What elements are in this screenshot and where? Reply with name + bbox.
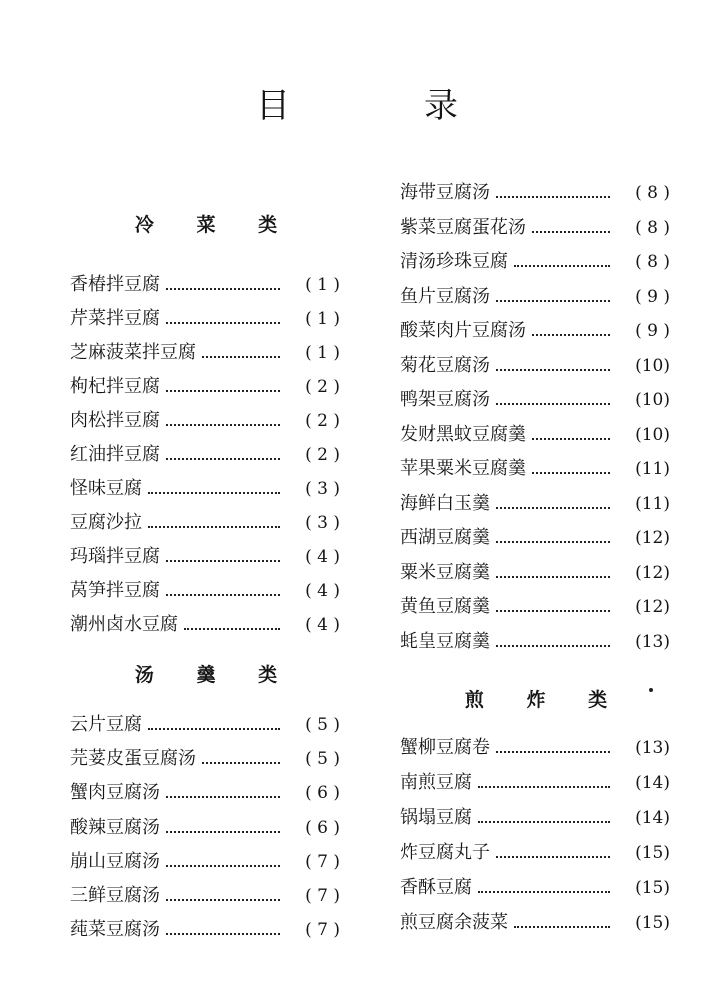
toc-entry-page: ( 2 ) bbox=[305, 377, 340, 397]
toc-entry-page: (15) bbox=[635, 843, 670, 863]
dot-leader bbox=[496, 298, 610, 302]
toc-entry-page: ( 7 ) bbox=[305, 851, 340, 872]
toc-entry-title: 三鲜豆腐汤 bbox=[70, 885, 160, 906]
toc-entry-title: 潮州卤水豆腐 bbox=[70, 614, 178, 635]
dot-leader bbox=[478, 819, 610, 823]
toc-entry-title: 菊花豆腐汤 bbox=[400, 354, 490, 376]
toc-entry-page: ( 3 ) bbox=[305, 513, 340, 533]
toc-entry-title: 芝麻菠菜拌豆腐 bbox=[70, 342, 196, 363]
toc-entry bbox=[70, 610, 340, 640]
toc-entry-page: (10) bbox=[635, 355, 670, 376]
toc-entry-title: 香椿拌豆腐 bbox=[70, 274, 160, 295]
toc-entry-page: (11) bbox=[635, 493, 670, 514]
dot-leader bbox=[496, 608, 610, 612]
dot-leader bbox=[148, 726, 280, 730]
dot-leader bbox=[166, 897, 280, 901]
dot-leader bbox=[166, 863, 280, 867]
toc-entry-page: (14) bbox=[635, 773, 670, 793]
dot-leader bbox=[496, 749, 610, 753]
dot-leader bbox=[496, 401, 610, 405]
toc-entry bbox=[400, 178, 670, 208]
toc-entry-page: ( 7 ) bbox=[305, 886, 340, 906]
toc-entry-page: (15) bbox=[635, 878, 670, 898]
toc-entry bbox=[400, 803, 670, 833]
toc-entry-title: 莴笋拌豆腐 bbox=[70, 580, 160, 601]
dot-leader bbox=[532, 229, 610, 233]
print-speck bbox=[649, 688, 653, 692]
toc-entry bbox=[400, 908, 670, 938]
dot-leader bbox=[166, 558, 280, 562]
toc-entry-page: (10) bbox=[635, 424, 670, 445]
dot-leader bbox=[496, 505, 610, 509]
toc-entry-page: ( 9 ) bbox=[635, 286, 670, 307]
toc-entry-title: 香酥豆腐 bbox=[400, 877, 472, 898]
dot-leader bbox=[478, 889, 610, 893]
toc-entry-title: 南煎豆腐 bbox=[400, 772, 472, 793]
toc-entry-page: ( 5 ) bbox=[305, 715, 340, 735]
toc-entry-page: ( 2 ) bbox=[305, 411, 340, 431]
dot-leader bbox=[496, 574, 610, 578]
toc-entry bbox=[70, 847, 340, 877]
toc-entry-page: ( 4 ) bbox=[305, 547, 340, 567]
toc-entry-page: ( 1 ) bbox=[305, 275, 340, 295]
toc-entry bbox=[70, 304, 340, 334]
toc-entry-page: ( 4 ) bbox=[305, 581, 340, 601]
toc-entry bbox=[400, 385, 670, 415]
toc-entry-page: ( 1 ) bbox=[305, 343, 340, 363]
dot-leader bbox=[202, 760, 280, 764]
toc-entry-title: 煎豆腐余菠菜 bbox=[400, 912, 508, 933]
dot-leader bbox=[166, 388, 280, 392]
toc-entry bbox=[70, 338, 340, 368]
toc-entry-title: 蟹肉豆腐汤 bbox=[70, 782, 160, 804]
toc-entry-page: (10) bbox=[635, 390, 670, 410]
toc-entry bbox=[70, 508, 340, 538]
dot-leader bbox=[496, 643, 610, 647]
toc-entry-page: (12) bbox=[635, 597, 670, 617]
toc-entry-title: 芫荽皮蛋豆腐汤 bbox=[70, 748, 196, 770]
toc-entry-title: 西湖豆腐羹 bbox=[400, 527, 490, 548]
dot-leader bbox=[496, 539, 610, 543]
toc-entry-page: ( 8 ) bbox=[635, 252, 670, 272]
toc-entry bbox=[400, 489, 670, 519]
toc-entry bbox=[400, 733, 670, 763]
toc-entry bbox=[400, 454, 670, 484]
toc-entry bbox=[70, 474, 340, 504]
toc-entry-page: ( 5 ) bbox=[305, 749, 340, 770]
toc-entry-page: (12) bbox=[635, 562, 670, 583]
dot-leader bbox=[514, 924, 610, 928]
dot-leader bbox=[514, 263, 610, 267]
toc-entry-page: (13) bbox=[635, 738, 670, 758]
toc-entry-title: 锅塌豆腐 bbox=[400, 807, 472, 828]
dot-leader bbox=[166, 794, 280, 798]
dot-leader bbox=[166, 320, 280, 324]
dot-leader bbox=[148, 490, 280, 494]
toc-entry bbox=[400, 247, 670, 277]
toc-entry-title: 粟米豆腐羹 bbox=[400, 561, 490, 583]
dot-leader bbox=[532, 470, 610, 474]
toc-entry-title: 豆腐沙拉 bbox=[70, 512, 142, 533]
toc-entry-title: 炸豆腐丸子 bbox=[400, 842, 490, 863]
toc-entry bbox=[70, 881, 340, 911]
toc-entry bbox=[70, 710, 340, 740]
toc-entry-title: 枸杞拌豆腐 bbox=[70, 376, 160, 397]
toc-entry-title: 鱼片豆腐汤 bbox=[400, 285, 490, 307]
toc-entry-page: (14) bbox=[635, 808, 670, 828]
toc-entry bbox=[400, 768, 670, 798]
toc-entry bbox=[70, 542, 340, 572]
dot-leader bbox=[202, 354, 280, 358]
dot-leader bbox=[166, 422, 280, 426]
toc-entry bbox=[70, 576, 340, 606]
dot-leader bbox=[166, 829, 280, 833]
toc-entry bbox=[70, 372, 340, 402]
toc-entry bbox=[70, 744, 340, 774]
toc-entry-title: 蟹柳豆腐卷 bbox=[400, 737, 490, 758]
toc-entry-page: ( 6 ) bbox=[305, 817, 340, 838]
toc-entry bbox=[400, 213, 670, 243]
toc-entry bbox=[400, 838, 670, 868]
toc-entry-page: (11) bbox=[635, 459, 670, 479]
toc-entry bbox=[70, 778, 340, 808]
toc-entry-title: 崩山豆腐汤 bbox=[70, 850, 160, 872]
toc-entry-page: (12) bbox=[635, 528, 670, 548]
toc-entry bbox=[70, 270, 340, 300]
toc-entry-title: 肉松拌豆腐 bbox=[70, 410, 160, 431]
toc-entry-title: 紫菜豆腐蛋花汤 bbox=[400, 216, 526, 238]
toc-entry-page: ( 4 ) bbox=[305, 615, 340, 635]
toc-entry-page: ( 3 ) bbox=[305, 479, 340, 499]
toc-entry bbox=[70, 440, 340, 470]
dot-leader bbox=[532, 436, 610, 440]
section-title-fried: 煎 炸 类 bbox=[464, 689, 626, 711]
toc-entry-title: 红油拌豆腐 bbox=[70, 444, 160, 465]
toc-entry-page: (15) bbox=[635, 913, 670, 933]
dot-leader bbox=[166, 931, 280, 935]
toc-entry-page: ( 1 ) bbox=[305, 309, 340, 329]
toc-entry bbox=[70, 813, 340, 843]
toc-entry-page: ( 8 ) bbox=[635, 217, 670, 238]
toc-entry bbox=[400, 873, 670, 903]
dot-leader bbox=[166, 592, 280, 596]
toc-entry-page: ( 9 ) bbox=[635, 321, 670, 341]
section-title-cold-dishes: 冷 菜 类 bbox=[134, 214, 296, 236]
toc-entry bbox=[400, 558, 670, 588]
toc-entry-title: 云片豆腐 bbox=[70, 714, 142, 735]
dot-leader bbox=[184, 626, 280, 630]
toc-entry-title: 海鲜白玉羹 bbox=[400, 492, 490, 514]
toc-entry-page: ( 2 ) bbox=[305, 445, 340, 465]
toc-entry-title: 黄鱼豆腐羹 bbox=[400, 596, 490, 617]
toc-entry-page: ( 8 ) bbox=[635, 183, 670, 203]
toc-entry-title: 海带豆腐汤 bbox=[400, 182, 490, 203]
dot-leader bbox=[532, 332, 610, 336]
toc-entry bbox=[400, 316, 670, 346]
toc-entry-title: 蚝皇豆腐羹 bbox=[400, 630, 490, 652]
toc-entry-title: 玛瑙拌豆腐 bbox=[70, 546, 160, 567]
dot-leader bbox=[496, 367, 610, 371]
dot-leader bbox=[166, 286, 280, 290]
toc-entry bbox=[400, 420, 670, 450]
toc-entry bbox=[400, 627, 670, 657]
dot-leader bbox=[148, 524, 280, 528]
toc-entry-title: 发财黑蚊豆腐羹 bbox=[400, 423, 526, 445]
toc-entry bbox=[70, 915, 340, 945]
toc-entry bbox=[400, 523, 670, 553]
dot-leader bbox=[478, 784, 610, 788]
toc-entry-page: ( 6 ) bbox=[305, 783, 340, 804]
section-title-soups: 汤 羹 类 bbox=[134, 664, 296, 686]
toc-entry-page: ( 7 ) bbox=[305, 920, 340, 941]
toc-entry-title: 怪味豆腐 bbox=[70, 478, 142, 499]
toc-entry-title: 酸辣豆腐汤 bbox=[70, 816, 160, 838]
dot-leader bbox=[166, 456, 280, 460]
toc-entry bbox=[400, 351, 670, 381]
toc-entry bbox=[400, 282, 670, 312]
toc-entry-page: (13) bbox=[635, 631, 670, 652]
toc-entry-title: 酸菜肉片豆腐汤 bbox=[400, 320, 526, 341]
toc-entry bbox=[400, 592, 670, 622]
dot-leader bbox=[496, 194, 610, 198]
toc-entry-title: 清汤珍珠豆腐 bbox=[400, 251, 508, 272]
toc-entry bbox=[70, 406, 340, 436]
dot-leader bbox=[496, 854, 610, 858]
toc-entry-title: 莼菜豆腐汤 bbox=[70, 919, 160, 941]
page-title: 目 录 bbox=[256, 86, 508, 126]
toc-entry-title: 鸭架豆腐汤 bbox=[400, 389, 490, 410]
toc-entry-title: 苹果粟米豆腐羹 bbox=[400, 458, 526, 479]
toc-entry-title: 芹菜拌豆腐 bbox=[70, 308, 160, 329]
